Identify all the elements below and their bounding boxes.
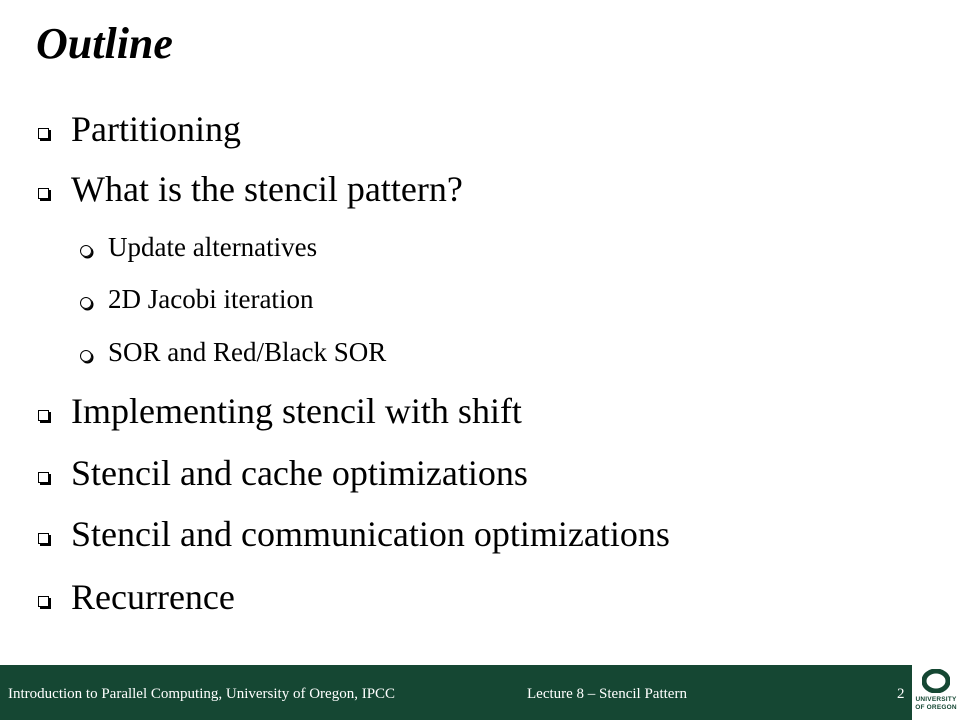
outline-item-text: What is the stencil pattern? [71, 169, 463, 209]
logo-caption [912, 696, 960, 712]
outline-item-text: Implementing stencil with shift [71, 391, 522, 431]
footer [0, 665, 960, 720]
outline-item-shift [38, 391, 522, 431]
square-bullet-icon [38, 188, 49, 199]
university-logo [912, 665, 960, 720]
footer-course: Introduction to Parallel Computing, University of Oregon, IPCC [8, 686, 396, 702]
logo-line-1: UNIVERSITY [915, 696, 957, 703]
outline-item-communication [38, 514, 670, 554]
outline-item-stencil-pattern [38, 169, 463, 209]
square-bullet-icon [38, 128, 49, 139]
outline-item-recurrence [38, 577, 235, 617]
outline-subitem-jacobi [80, 283, 313, 315]
outline-item-text: Stencil and communication optimizations [71, 514, 670, 554]
logo-line-2: OF OREGON [915, 704, 957, 711]
square-bullet-icon [38, 410, 49, 421]
outline-item-partitioning [38, 109, 241, 149]
outline-item-text: Partitioning [71, 109, 241, 149]
outline-subitem-text: Update alternatives [108, 231, 318, 262]
outline-item-text: Recurrence [71, 577, 235, 617]
outline-subitem-update-alternatives [80, 231, 317, 263]
circle-bullet-icon [80, 297, 92, 309]
square-bullet-icon [38, 533, 49, 544]
page-number: 2 [897, 686, 905, 702]
circle-bullet-icon [80, 350, 92, 362]
square-bullet-icon [38, 596, 49, 607]
footer-lecture: Lecture 8 – Stencil Pattern [527, 686, 687, 702]
oregon-o-icon [922, 669, 950, 693]
outline-subitem-text: SOR and Red/Black SOR [108, 336, 387, 367]
slide-title: Outline [36, 19, 173, 68]
outline-subitem-text: 2D Jacobi iteration [108, 283, 314, 314]
outline-item-text: Stencil and cache optimizations [71, 453, 528, 493]
circle-bullet-icon [80, 245, 92, 257]
square-bullet-icon [38, 472, 49, 483]
outline-subitem-sor [80, 336, 386, 368]
outline-item-cache [38, 453, 528, 493]
